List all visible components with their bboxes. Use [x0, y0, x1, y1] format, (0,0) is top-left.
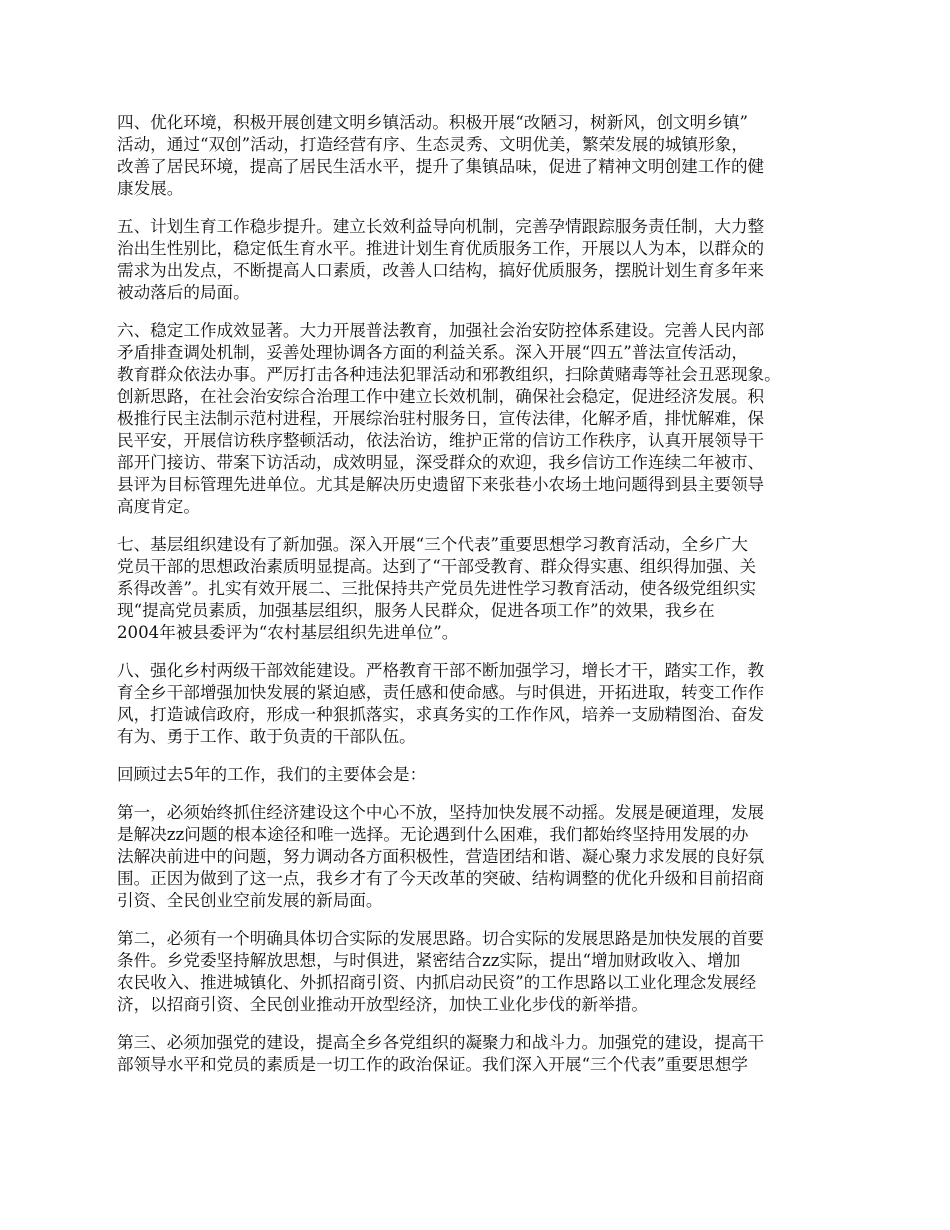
paragraph-cadre-efficiency: 八、强化乡村两级干部效能建设。严格教育干部不断加强学习，增长才干，踏实工作，教 育全乡干部增强加快发展的紧迫感，责任感和使命感。与时俱进，开拓进取，转变工作作 风，打造诚信政府，形成一种狠抓落实，求真务实的工作作风，培养一支励精图治、奋发 有为、勇于工作、敢于负责的干部队伍。	[117, 661, 765, 746]
document-body	[117, 112, 849, 1092]
paragraph-stability: 六、稳定工作成效显著。大力开展普法教育，加强社会治安防控体系建设。完善人民内部 矛盾排查调处机制，妥善处理协调各方面的利益关系。深入开展“四五”普法宣传活动， 教育群众依法办事。严厉打击各种违法犯罪活动和邪教组织，扫除黄赌毒等社会丑恶现象。 创新思路，在社会治安综合治理工作中建立长效机制，确保社会稳定，促进经济发展。积 极推行民主法制示范村进程，开展综治驻村服务日，宣传法律，化解矛盾，排忧解难，保 民平安，开展信访秩序整顿活动，依法治访，维护正常的信访工作秩序，认真开展领导干 部开门接访、带案下访活动，成效明显，深受群众的欢迎，我乡信访工作连续二年被市、 县评为目标管理先进单位。尤其是解决历史遗留下来张巷小农场土地问题得到县主要领导 高度肯定。	[117, 321, 781, 516]
paragraph-first-lesson: 第一，必须始终抓住经济建设这个中心不放，坚持加快发展不动摇。发展是硬道理，发展 是解决zz问题的根本途径和唯一选择。无论遇到什么困难，我们都始终坚持用发展的办 法解决前进中的问题，努力调动各方面积极性，营造团结和谐、凝心聚力求发展的良好氛 围。正因为做到了这一点，我乡才有了今天改革的突破、结构调整的优化升级和目前招商 引资、全民创业空前发展的新局面。	[117, 803, 765, 910]
paragraph-environment: 四、优化环境，积极开展创建文明乡镇活动。积极开展“改陋习，树新风，创文明乡镇” 活动，通过“双创”活动，打造经营有序、生态灵秀、文明优美，繁荣发展的城镇形象， 改善了居民环境，提高了居民生活水平，提升了集镇品味，促进了精神文明创建工作的健 康发展。	[117, 113, 765, 198]
paragraph-family-planning: 五、计划生育工作稳步提升。建立长效利益导向机制，完善孕情跟踪服务责任制，大力整 治出生性别比，稳定低生育水平。推进计划生育优质服务工作，开展以人为本，以群众的 需求为出发点，不断提高人口素质，改善人口结构，搞好优质服务，摆脱计划生育多年来 被动落后的局面。	[117, 217, 765, 302]
paragraph-third-lesson: 第三、必须加强党的建设，提高全乡各党组织的凝聚力和战斗力。加强党的建设，提高干 部领导水平和党员的素质是一切工作的政治保证。我们深入开展“三个代表”重要思想学	[117, 1033, 765, 1074]
paragraph-grassroots-organization: 七、基层组织建设有了新加强。深入开展“三个代表”重要思想学习教育活动，全乡广大 党员干部的思想政治素质明显提高。达到了“干部受教育、群众得实惠、组织得加强、关 系得改善”。扎实有效开展二、三批保持共产党员先进性学习教育活动，使各级党组织实 现“提高党员素质，加强基层组织，服务人民群众，促进各项工作”的效果，我乡在 2004年被县委评为“农村基层组织先进单位”。	[117, 535, 757, 642]
paragraph-second-lesson: 第二，必须有一个明确具体切合实际的发展思路。切合实际的发展思路是加快发展的首要 条件。乡党委坚持解放思想，与时俱进，紧密结合zz实际，提出“增加财政收入、增加 农民收入、推进城镇化、外抓招商引资、内抓启动民资”的工作思路以工业化理念发展经 济，以招商引资、全民创业推动开放型经济，加快工业化步伐的新举措。	[117, 929, 765, 1014]
paragraph-review-intro: 回顾过去5年的工作，我们的主要体会是：	[117, 765, 427, 784]
